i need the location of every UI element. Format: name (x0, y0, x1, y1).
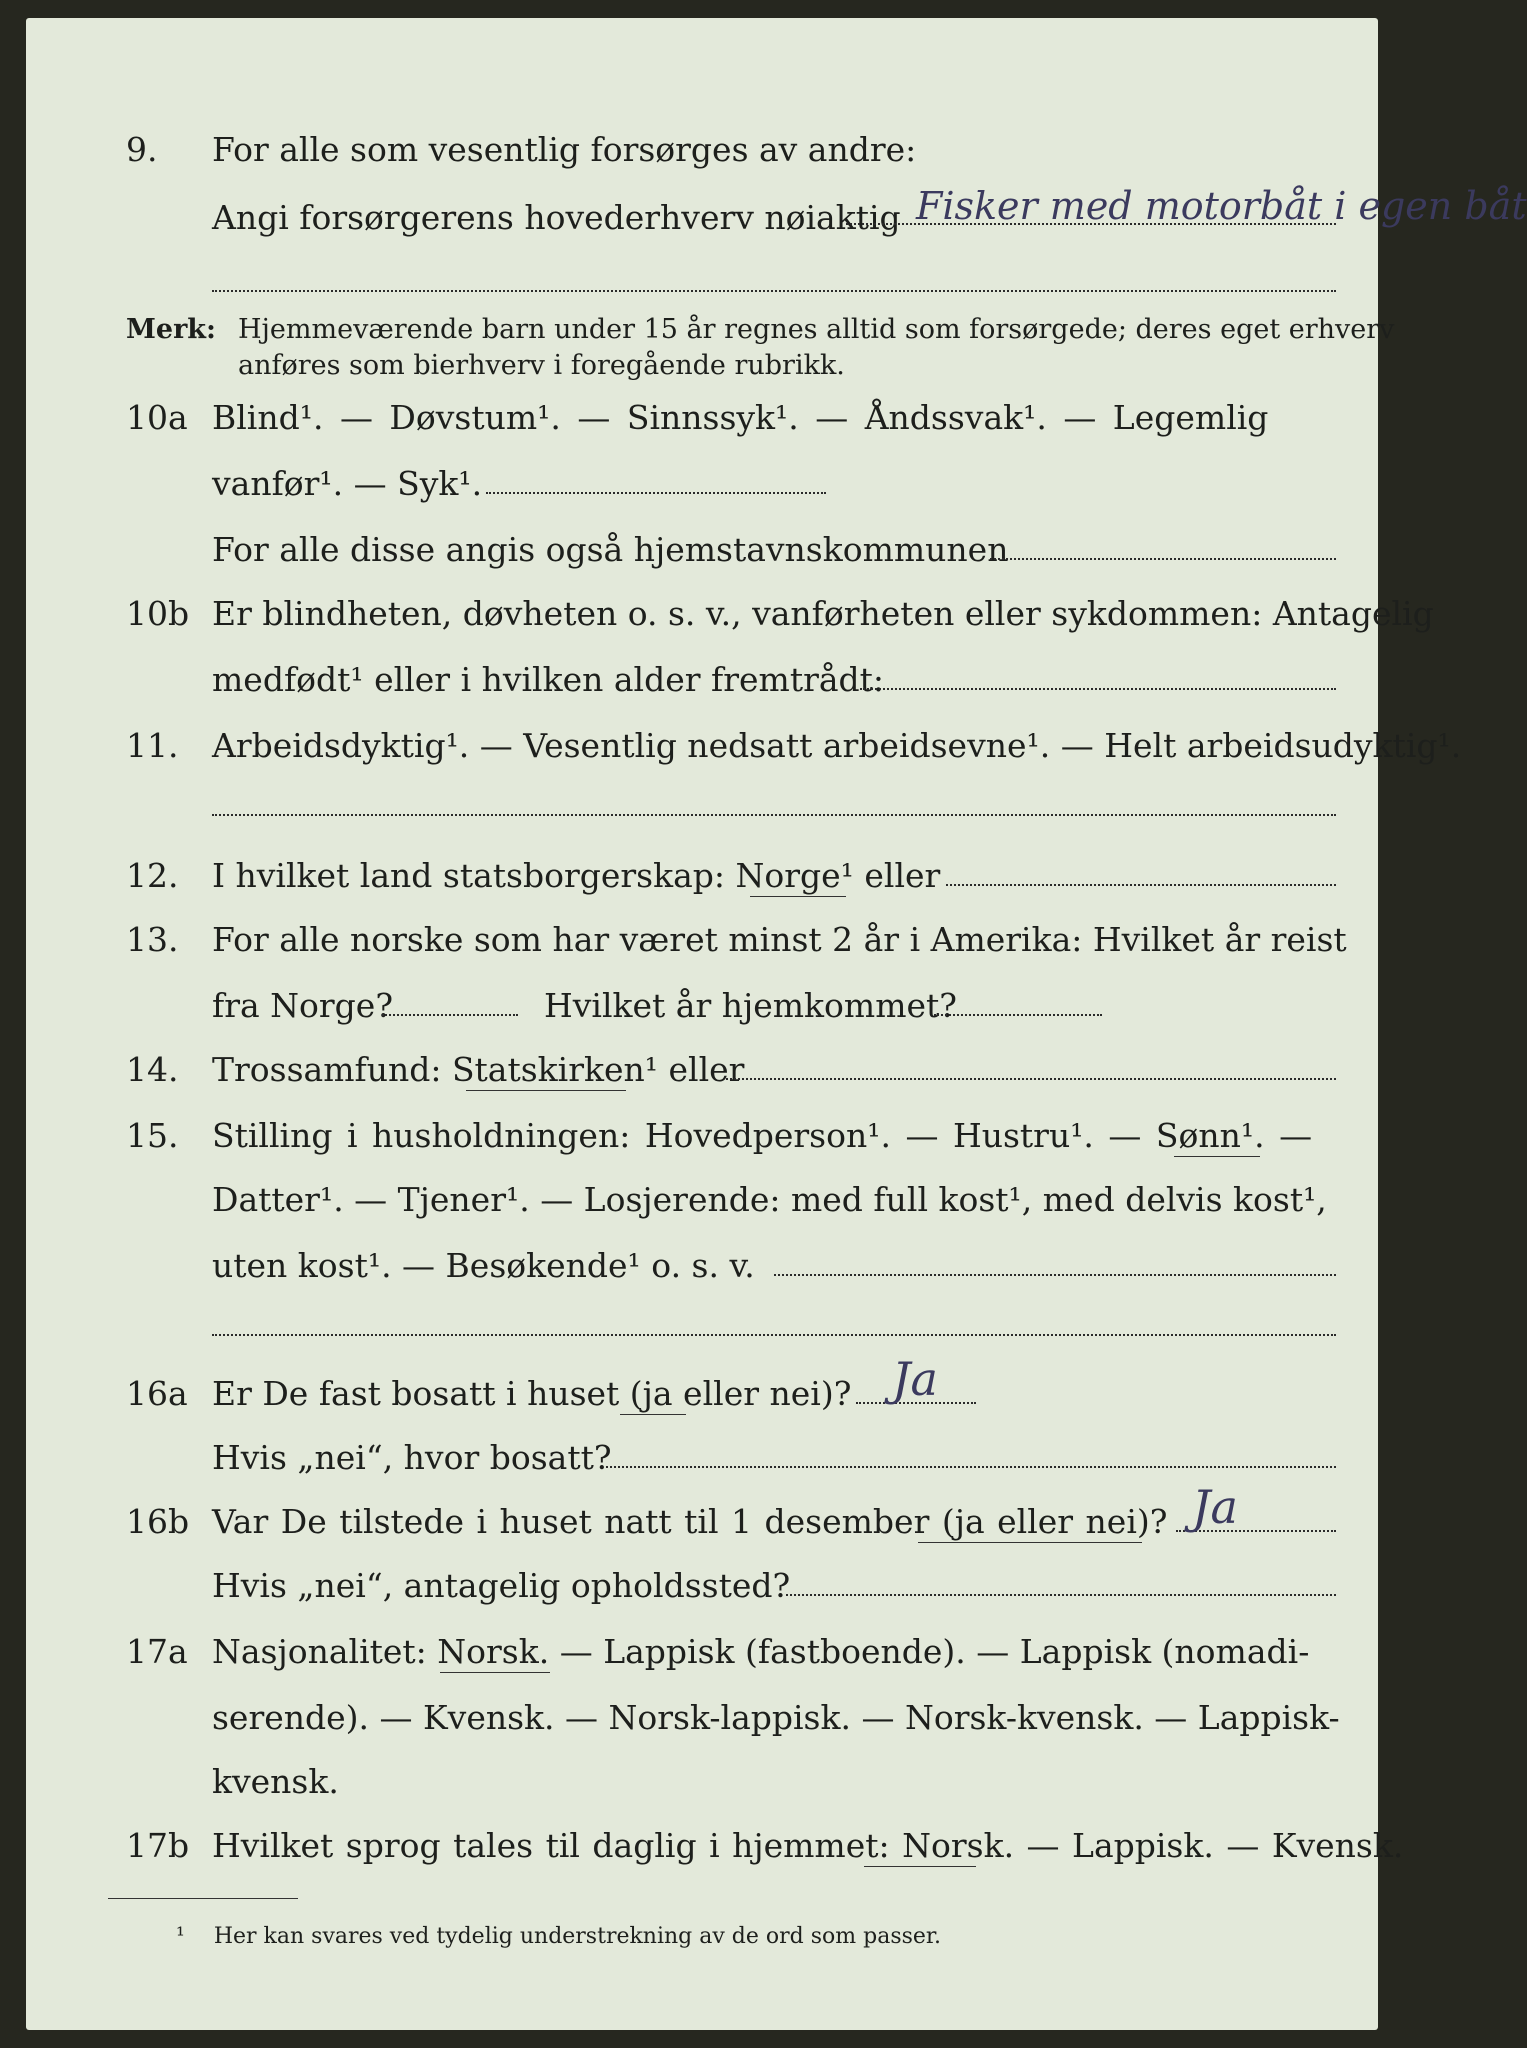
q10b-line1: Er blindheten, døvheten o. s. v., vanførheten eller sykdommen: Antagelig (212, 594, 1434, 633)
answer-line (212, 290, 1336, 292)
q15-line3: uten kost¹. — Besøkende¹ o. s. v. (212, 1246, 755, 1285)
underline-ja (918, 1542, 1142, 1543)
footnote-divider (108, 1898, 298, 1899)
question-number: 16a (126, 1374, 188, 1413)
question-number: 17a (126, 1632, 188, 1671)
q13-line2b: Hvilket år hjemkommet? (544, 986, 957, 1025)
underline-norge (750, 896, 846, 897)
underline-ja (620, 1414, 686, 1415)
question-number: 9. (126, 130, 158, 169)
q15-line2: Datter¹. — Tjener¹. — Losjerende: med full kost¹, med delvis kost¹, (212, 1180, 1327, 1219)
footnote-mark: ¹ (176, 1924, 185, 1949)
q16a-line2: Hvis „nei“, hvor bosatt? (212, 1438, 612, 1477)
q9-line2: Angi forsørgerens hovederhverv nøiaktig (212, 198, 901, 237)
footnote (176, 1924, 941, 1949)
answer-line (212, 1334, 1336, 1336)
answer-line (212, 814, 1336, 816)
underline-norsk (440, 1672, 550, 1673)
q16a-handwritten-answer: Ja (892, 1352, 938, 1406)
answer-line (606, 1466, 1336, 1468)
q17a-line2: serende). — Kvensk. — Norsk-lappisk. — Norsk-kvensk. — Lappisk- (212, 1698, 1340, 1737)
q16b-handwritten-answer: Ja (1192, 1480, 1238, 1534)
underline-norsk (864, 1866, 976, 1867)
answer-line (946, 884, 1336, 886)
answer-line (934, 1014, 1102, 1016)
answer-line (786, 1594, 1336, 1596)
answer-line (860, 688, 1336, 690)
question-number: 12. (126, 856, 179, 895)
q10b-line2: medfødt¹ eller i hvilken alder fremtrådt: (212, 660, 885, 699)
q17a-line3: kvensk. (212, 1762, 339, 1801)
question-number: 10a (126, 398, 188, 437)
q10a-line3: For alle disse angis også hjemstavnskommunen (212, 530, 1009, 569)
question-number: 14. (126, 1050, 179, 1089)
question-number: 11. (126, 726, 179, 765)
q11-line1: Arbeidsdyktig¹. — Vesentlig nedsatt arbeidsevne¹. — Helt arbeidsudyktig¹. (212, 726, 1462, 765)
q16b-line2: Hvis „nei“, antagelig opholdssted? (212, 1566, 791, 1605)
footnote-text: Her kan svares ved tydelig understrekning av de ord som passer. (213, 1924, 942, 1949)
q14-line1: Trossamfund: Statskirken¹ eller (212, 1050, 745, 1089)
merk-line1: Hjemmeværende barn under 15 år regnes alltid som forsørgede; deres eget erhverv (238, 314, 1395, 345)
q15-line1: Stilling i husholdningen: Hovedperson¹. — Hustru¹. — Sønn¹. — (212, 1116, 1313, 1155)
answer-line (990, 558, 1336, 560)
merk-line2: anføres som bierhverv i foregående rubrikk. (238, 350, 845, 381)
q13-line2a: fra Norge? (212, 986, 394, 1025)
q16b-line1: Var De tilstede i huset natt til 1 desember (ja eller nei)? (212, 1502, 1168, 1541)
merk-label: Merk: (126, 314, 216, 345)
underline-statskirken (466, 1090, 626, 1091)
answer-line (382, 1014, 518, 1016)
q12-line1: I hvilket land statsborgerskap: Norge¹ eller (212, 856, 941, 895)
underline-sonn (1174, 1156, 1260, 1157)
answer-line (726, 1078, 1336, 1080)
q10a-line2: vanfør¹. — Syk¹. (212, 464, 483, 503)
q17a-line1: Nasjonalitet: Norsk. — Lappisk (fastboende). — Lappisk (nomadi- (212, 1632, 1310, 1671)
q13-line1: For alle norske som har været minst 2 år i Amerika: Hvilket år reist (212, 920, 1347, 959)
question-number: 17b (126, 1826, 190, 1865)
q10a-line1: Blind¹. — Døvstum¹. — Sinnssyk¹. — Åndssvak¹. — Legemlig (212, 398, 1269, 437)
q17b-line1: Hvilket sprog tales til daglig i hjemmet: Norsk. — Lappisk. — Kvensk. (212, 1826, 1404, 1865)
answer-line (486, 492, 826, 494)
q9-line1: For alle som vesentlig forsørges av andre: (212, 130, 917, 169)
question-number: 10b (126, 594, 190, 633)
question-number: 15. (126, 1116, 179, 1155)
question-number: 16b (126, 1502, 190, 1541)
census-form-page (26, 18, 1527, 2030)
question-number: 13. (126, 920, 179, 959)
answer-line (774, 1274, 1336, 1276)
q9-handwritten-answer: Fisker med motorbåt i egen båt (916, 184, 1527, 228)
q16a-line1: Er De fast bosatt i huset (ja eller nei)? (212, 1374, 852, 1413)
